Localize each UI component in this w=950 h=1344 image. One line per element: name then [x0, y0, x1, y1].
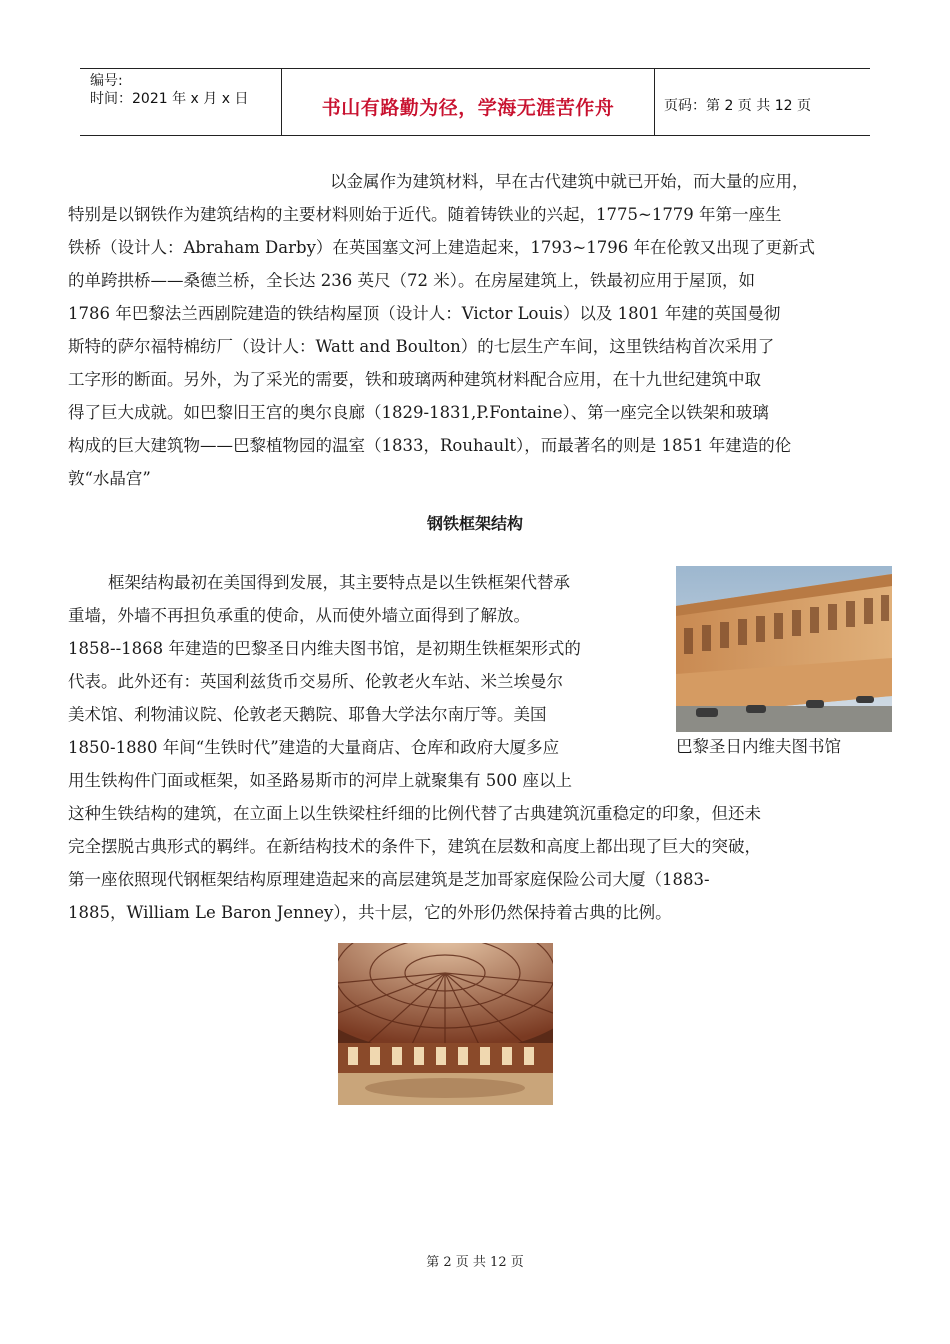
intro-paragraph	[68, 165, 880, 495]
text-line: 敦“水晶宫”	[68, 469, 151, 488]
text-line: 1858--1868 年建造的巴黎圣日内维夫图书馆，是初期生铁框架形式的	[68, 639, 581, 658]
text-line: 工字形的断面。另外，为了采光的需要，铁和玻璃两种建筑材料配合应用，在十九世纪建筑中取	[68, 370, 761, 389]
library-photo	[676, 566, 892, 732]
text-line: 以金属作为建筑材料，早在古代建筑中就已开始，而大量的应用，	[330, 172, 809, 191]
header-page-info: 页码：第 2 页 共 12 页	[664, 98, 811, 114]
text-line: 用生铁构件门面或框架，如圣路易斯市的河岸上就聚集有 500 座以上	[68, 771, 572, 790]
text-line: 1850-1880 年间“生铁时代”建造的大量商店、仓库和政府大厦多应	[68, 738, 560, 757]
section-heading: 钢铁框架结构	[426, 514, 523, 533]
time-label: 时间：2021 年 x 月 x 日	[90, 91, 249, 107]
text-line: 铁桥（设计人：Abraham Darby）在英国塞文河上建造起来，1793~1796 年在伦敦又出现了更新式	[68, 238, 815, 257]
text-line: 重墙，外墙不再担负承重的使命，从而使外墙立面得到了解放。	[68, 606, 530, 625]
text-line: 框架结构最初在美国得到发展，其主要特点是以生铁框架代替承	[108, 573, 570, 592]
text-line: 构成的巨大建筑物——巴黎植物园的温室（1833，Rouhault），而最著名的则是 1851 年建造的伦	[68, 436, 792, 455]
text-line: 美术馆、利物浦议院、伦敦老天鹅院、耶鲁大学法尔南厅等。美国	[68, 705, 547, 724]
text-line: 完全摆脱古典形式的羁绊。在新结构技术的条件下，建筑在层数和高度上都出现了巨大的突破，	[68, 837, 761, 856]
dome-interior-photo	[338, 943, 553, 1105]
text-line: 特别是以钢铁作为建筑结构的主要材料则始于近代。随着铸铁业的兴起，1775~1779 年第一座生	[68, 205, 782, 224]
text-line: 代表。此外还有：英国利兹货币交易所、伦敦老火车站、米兰埃曼尔	[68, 672, 563, 691]
library-photo-caption: 巴黎圣日内维夫图书馆	[676, 737, 841, 756]
header-divider	[654, 68, 655, 136]
text-line: 1786 年巴黎法兰西剧院建造的铁结构屋顶（设计人：Victor Louis）以及 1801 年建的英国曼彻	[68, 304, 781, 323]
text-line: 斯特的萨尔福特棉纺厂（设计人：Watt and Boulton）的七层生产车间，这里铁结构首次采用了	[68, 337, 775, 356]
page-header	[80, 68, 870, 136]
text-line: 第一座依照现代钢框架结构原理建造起来的高层建筑是芝加哥家庭保险公司大厦（1883-	[68, 870, 710, 889]
page-footer: 第 2 页 共 12 页	[426, 1255, 524, 1270]
text-line: 的单跨拱桥——桑德兰桥，全长达 236 英尺（72 米）。在房屋建筑上，铁最初应用于屋顶，如	[68, 271, 755, 290]
number-label: 编号:	[90, 73, 123, 89]
text-line: 这种生铁结构的建筑，在立面上以生铁梁柱纤细的比例代替了古典建筑沉重稳定的印象，但还未	[68, 804, 761, 823]
text-line: 得了巨大成就。如巴黎旧王宫的奥尔良廊（1829-1831,P.Fontaine）、第一座完全以铁架和玻璃	[68, 403, 769, 422]
header-motto: 书山有路勤为径，学海无涯苦作舟	[321, 96, 615, 119]
header-meta	[90, 72, 248, 108]
text-line: 1885，William Le Baron Jenney），共十层，它的外形仍然保持着古典的比例。	[68, 903, 672, 922]
